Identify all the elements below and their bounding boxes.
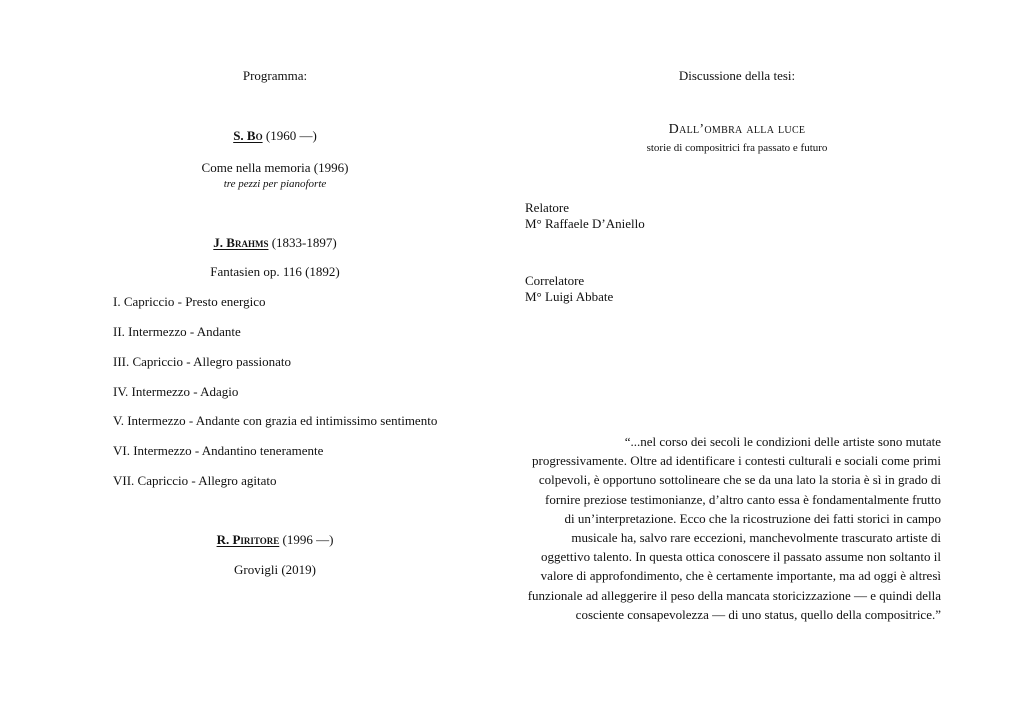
quote-line: funzionale ad alleggerire il peso della mancata storicizzazione — e quindi della — [527, 587, 941, 603]
piece-1-composer-line — [125, 128, 425, 144]
piece-2-composer-line — [125, 235, 425, 251]
composer-name: J. Brahms — [213, 235, 269, 250]
quote-line: valore di approfondimento, che è certamente importante, ma ad oggi è altresì — [540, 568, 941, 584]
movement-5: V. Intermezzo - Andante con grazia ed intimissimo sentimento — [113, 413, 438, 428]
correlatore-name: M° Luigi Abbate — [525, 289, 614, 304]
movement-1: I. Capriccio - Presto energico — [113, 294, 266, 309]
thesis-heading: Discussione della tesi: — [678, 68, 796, 83]
quote-line: progressivamente. Oltre ad identificare i contesti culturali e sociali come primi — [532, 453, 941, 469]
thesis-quote — [505, 432, 941, 624]
piece-3-title: Grovigli (2019) — [234, 562, 316, 577]
composer-name: R. Piritore — [216, 532, 280, 547]
relatore-label: Relatore — [525, 200, 570, 215]
movement-4: IV. Intermezzo - Adagio — [113, 384, 239, 399]
quote-line: di un’interpretazione. Ecco che la ricostruzione dei fatti storici in campo — [564, 510, 941, 526]
quote-line: cosciente consapevolezza — di uno status, quello della compositrice.” — [575, 606, 941, 622]
composer-years: (1960 —) — [265, 128, 317, 143]
program-heading: Programma: — [242, 68, 308, 83]
composer-years: (1833-1897) — [271, 235, 337, 250]
piece-3-composer-line — [125, 532, 425, 548]
thesis-title: Dall’ombra alla luce — [668, 122, 806, 137]
thesis-subtitle: storie di compositrici fra passato e futuro — [646, 142, 828, 154]
movement-2: II. Intermezzo - Andante — [113, 324, 241, 339]
quote-line: oggettivo talento. In questa ottica conoscere il passato assume non soltanto il — [540, 549, 941, 565]
quote-line: musicale ha, salvo rare eccezioni, manchevolmente trascurato artiste di — [571, 530, 941, 546]
quote-line: fornire preziose testimonianze, d’altro canto essa è fondamentalmente frutto — [545, 491, 941, 507]
movement-7: VII. Capriccio - Allegro agitato — [113, 473, 277, 488]
correlatore-label: Correlatore — [525, 273, 585, 288]
quote-line: colpevoli, è opportuno sottolineare che se da una lato la storia è sì in grado di — [538, 472, 941, 488]
quote-line: “...nel corso dei secoli le condizioni delle artiste sono mutate — [624, 434, 941, 449]
composer-name: S. Bo — [233, 128, 263, 143]
movement-6: VI. Intermezzo - Andantino teneramente — [113, 443, 324, 458]
movement-3: III. Capriccio - Allegro passionato — [113, 354, 291, 369]
piece-1-title: Come nella memoria (1996) — [201, 160, 349, 175]
piece-2-title: Fantasien op. 116 (1892) — [210, 264, 340, 279]
piece-1-subtitle: tre pezzi per pianoforte — [223, 178, 327, 190]
composer-years: (1996 —) — [282, 532, 334, 547]
relatore-name: M° Raffaele D’Aniello — [525, 216, 645, 231]
